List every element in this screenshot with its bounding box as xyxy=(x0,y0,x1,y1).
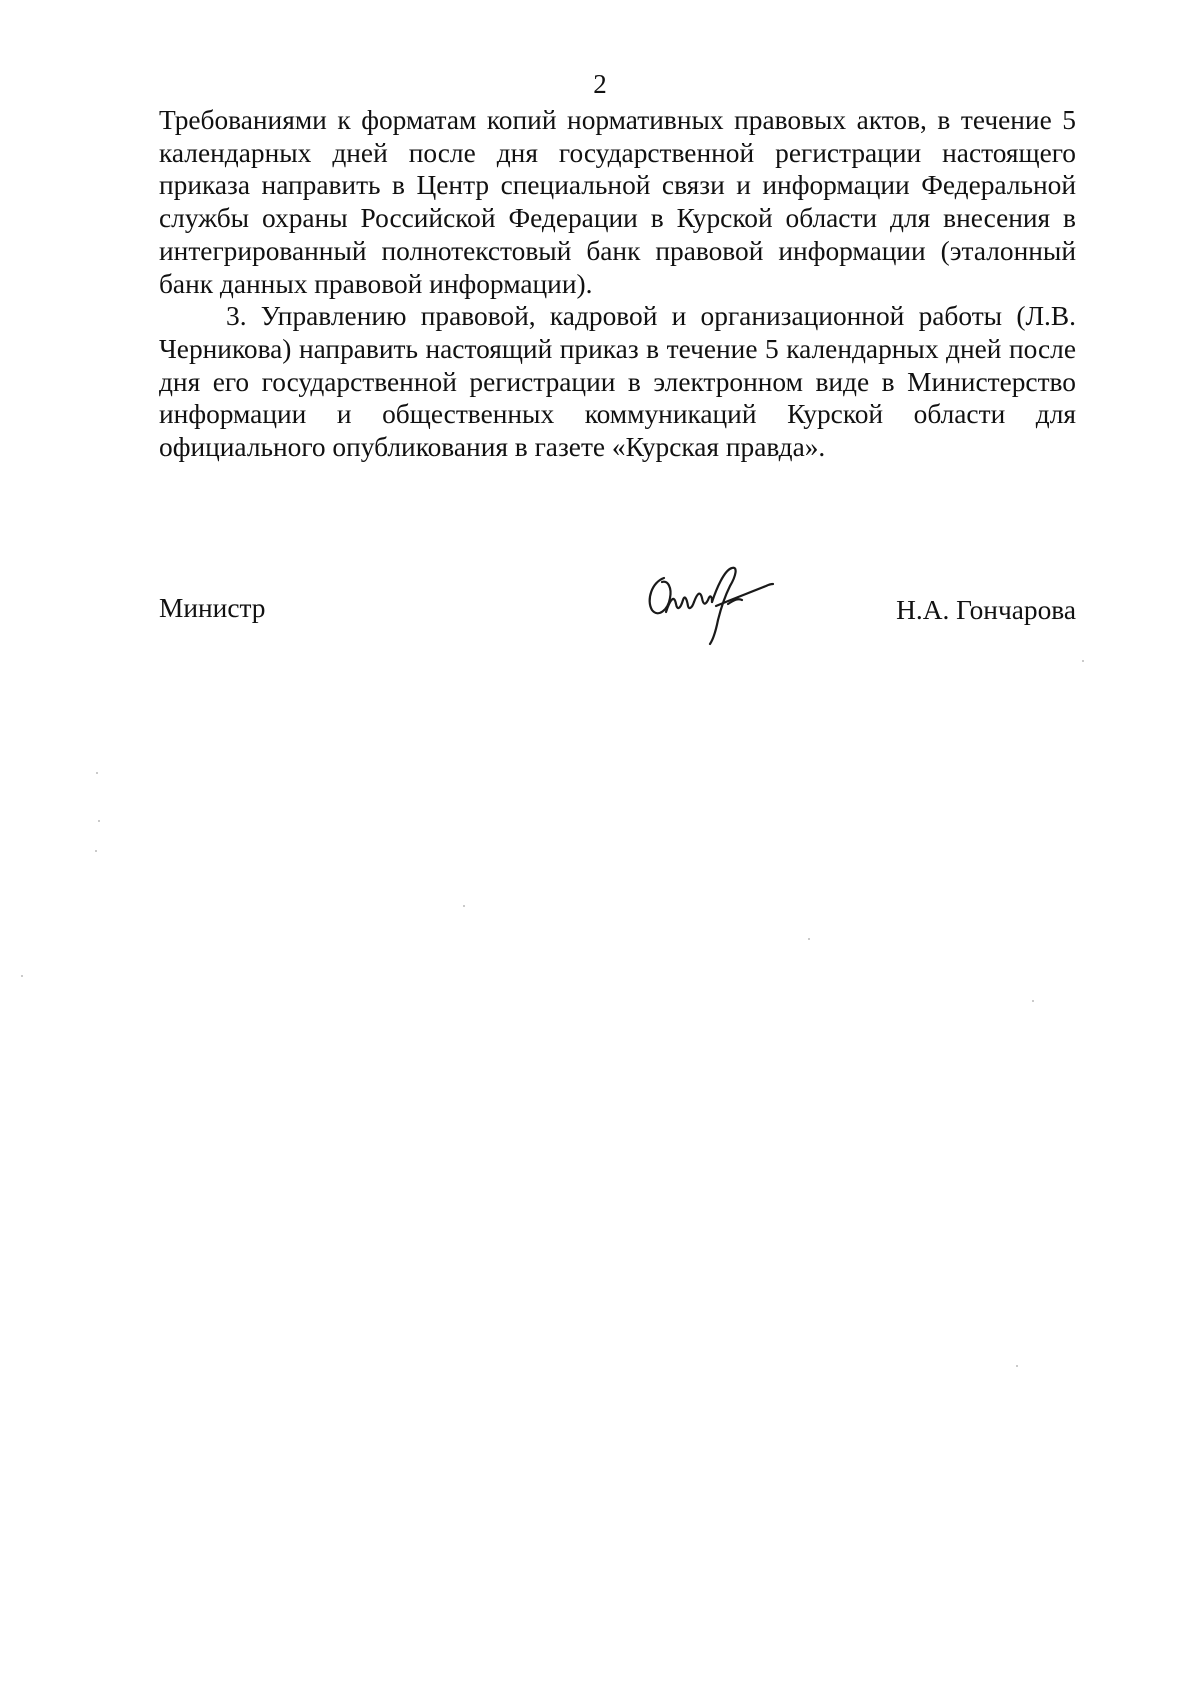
signatory-name: Н.А. Гончарова xyxy=(896,595,1076,625)
signatory-title: Министр xyxy=(159,593,266,623)
scan-speck xyxy=(21,975,23,977)
page-number: 2 xyxy=(593,69,607,99)
document-body xyxy=(159,104,1076,464)
scan-speck xyxy=(95,850,97,852)
scan-speck xyxy=(808,938,810,940)
paragraph-item-3: 3. Управлению правовой, кадровой и организационной работы (Л.В. Черникова) направить настоящий приказ в течение 5 календарных дней после дня его государственной регистрации в электронном виде в Министерство информации и общественных коммуникаций Курской области для официального опубликования в газете «Курская правда». xyxy=(159,301,1076,463)
handwritten-signature xyxy=(642,560,792,650)
scan-speck xyxy=(98,820,100,822)
scan-speck xyxy=(1082,660,1084,662)
scan-speck xyxy=(1016,1365,1018,1367)
scan-speck xyxy=(1032,1000,1034,1002)
signature-block xyxy=(159,560,1076,660)
scan-speck xyxy=(96,772,98,774)
paragraph-continuation: Требованиями к форматам копий нормативных правовых актов, в течение 5 календарных дней после дня государственной регистрации настоящего приказа направить в Центр специальной связи и информации Федеральной службы охраны Российской Федерации в Курской области для внесения в интегрированный полнотекстовый банк правовой информации (эталонный банк данных правовой информации). xyxy=(159,105,1076,299)
scan-speck xyxy=(463,905,465,907)
